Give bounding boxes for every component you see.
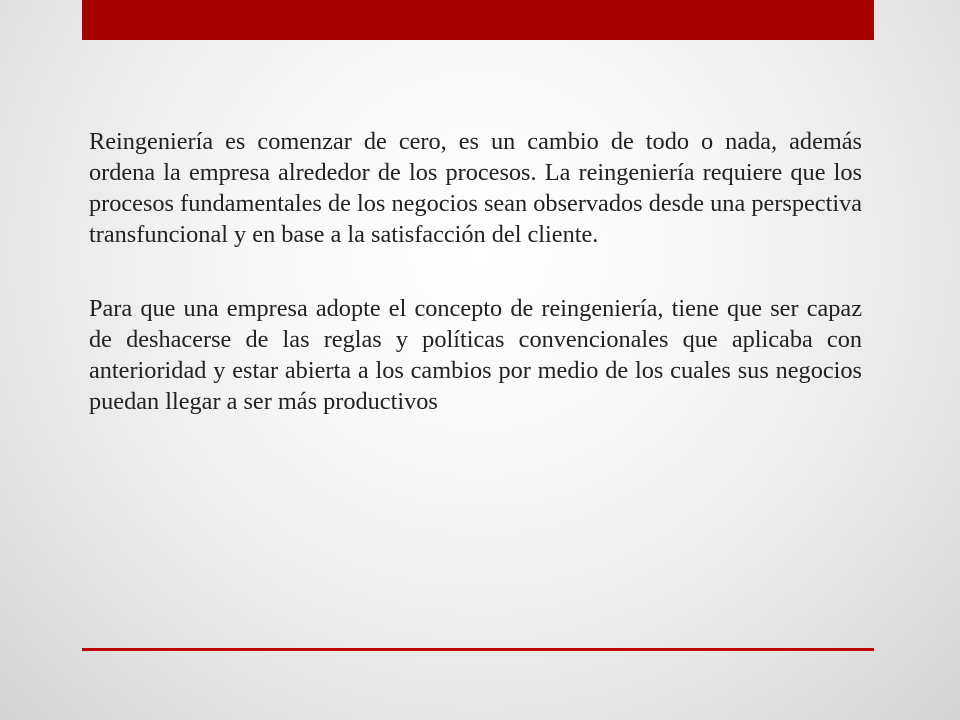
- slide-body: [89, 126, 862, 417]
- paragraph-reingenieria-adoption: Para que una empresa adopte el concepto de reingeniería, tiene que ser capaz de deshacerse de las reglas y políticas convencionales que aplicaba con anterioridad y estar abierta a los cambios por medio de los cuales sus negocios puedan llegar a ser más productivos: [89, 295, 862, 415]
- header-bar: [82, 0, 874, 40]
- paragraph-reingenieria-definition: Reingeniería es comenzar de cero, es un cambio de todo o nada, además ordena la empresa alrededor de los procesos. La reingeniería requiere que los procesos fundamentales de los negocios sean observados desde una perspectiva transfuncional y en base a la satisfacción del cliente.: [89, 128, 862, 248]
- footer-line: [82, 648, 874, 651]
